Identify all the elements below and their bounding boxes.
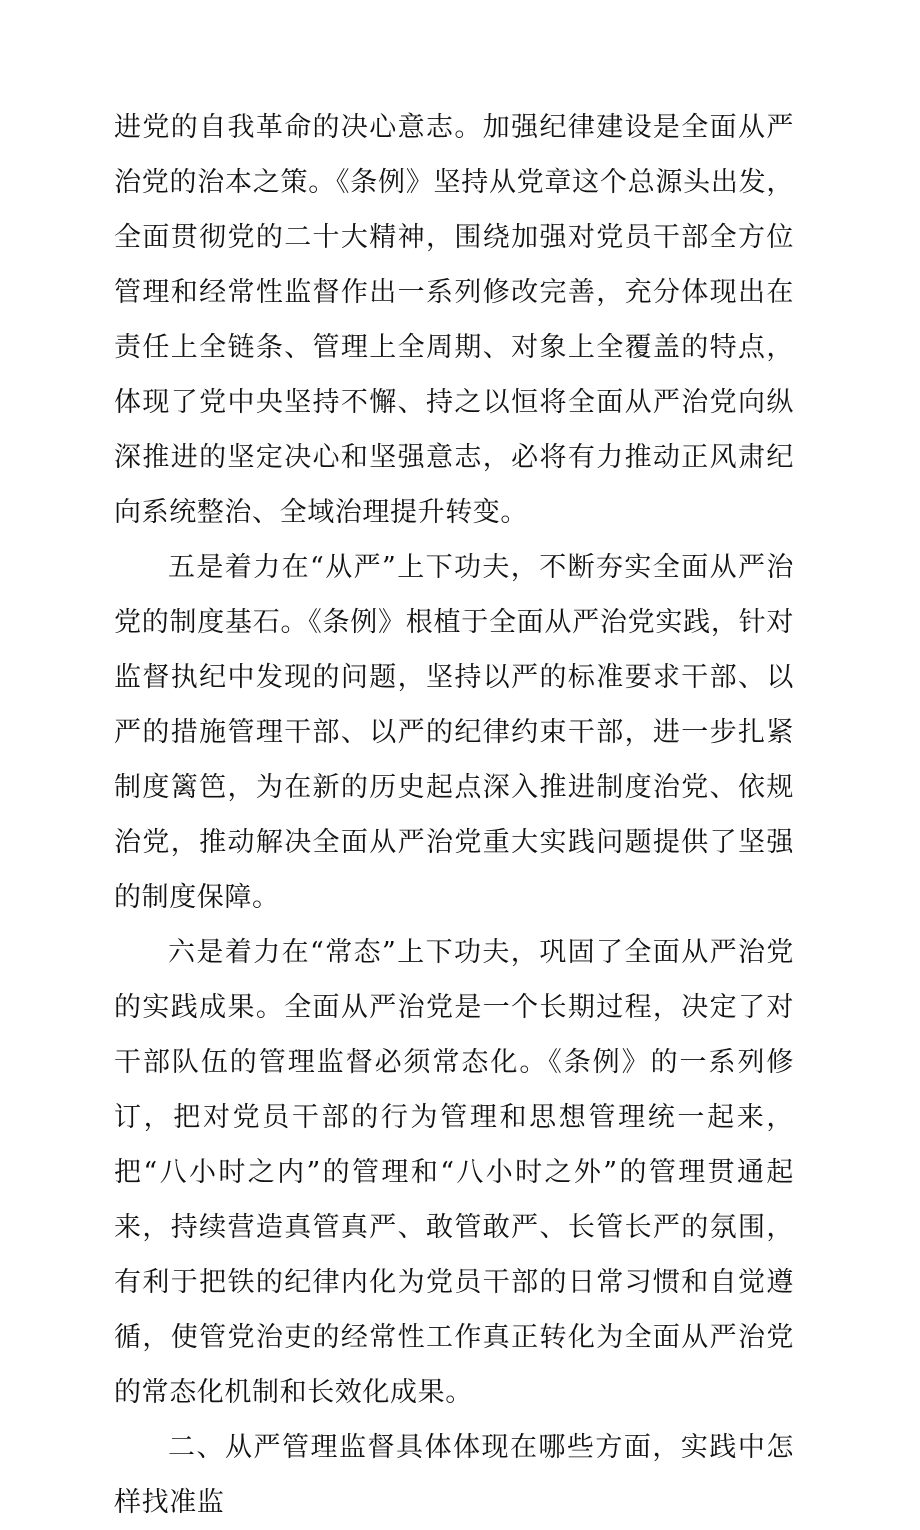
paragraph-point-five: 五是着力在“从严”上下功夫，不断夯实全面从严治党的制度基石。《条例》根植于全面从严治党实践，针对监督执纪中发现的问题，坚持以严的标准要求干部、以严的措施管理干部、以严的纪律约束干部，进一步扎紧制度篱笆，为在新的历史起点深入推进制度治党、依规治党，推动解决全面从严治党重大实践问题提供了坚强的制度保障。 bbox=[114, 552, 794, 913]
document-body bbox=[114, 100, 794, 1530]
paragraph-point-six: 六是着力在“常态”上下功夫，巩固了全面从严治党的实践成果。全面从严治党是一个长期过程，决定了对干部队伍的管理监督必须常态化。《条例》的一系列修订，把对党员干部的行为管理和思想管理统一起来，把“八小时之内”的管理和“八小时之外”的管理贯通起来，持续营造真管真严、敢管敢严、长管长严的氛围，有利于把铁的纪律内化为党员干部的日常习惯和自觉遵循，使管党治吏的经常性工作真正转化为全面从严治党的常态化机制和长效化成果。 bbox=[114, 937, 794, 1408]
paragraph-continuation: 进党的自我革命的决心意志。加强纪律建设是全面从严治党的治本之策。《条例》坚持从党章这个总源头出发，全面贯彻党的二十大精神，围绕加强对党员干部全方位管理和经常性监督作出一系列修改完善，充分体现出在责任上全链条、管理上全周期、对象上全覆盖的特点，体现了党中央坚持不懈、持之以恒将全面从严治党向纵深推进的坚定决心和坚强意志，必将有力推动正风肃纪向系统整治、全域治理提升转变。 bbox=[114, 112, 794, 528]
section-heading-two: 二、从严管理监督具体体现在哪些方面，实践中怎样找准监 bbox=[114, 1432, 794, 1518]
